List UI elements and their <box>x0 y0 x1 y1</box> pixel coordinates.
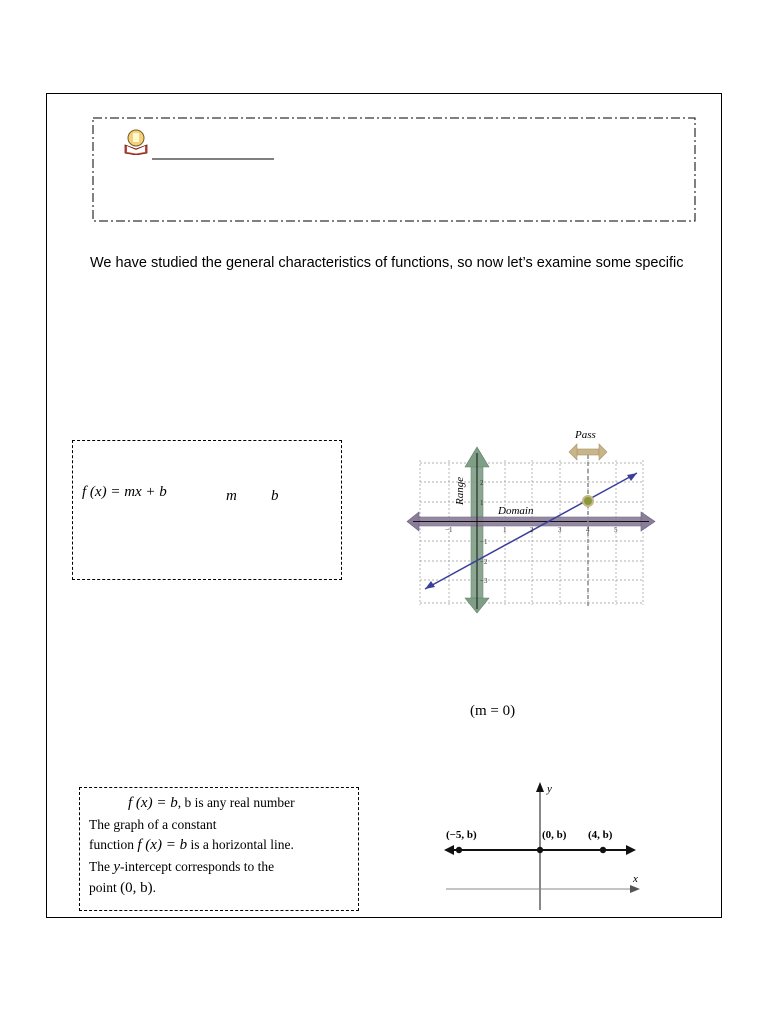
constant-graph <box>440 778 650 913</box>
line3-y: y <box>113 859 121 875</box>
x-tick: 3 <box>558 526 562 534</box>
line4-suffix: . <box>152 880 157 895</box>
linear-function-box <box>72 440 342 580</box>
y-axis-arrow <box>536 782 544 792</box>
line3-prefix: The <box>89 859 114 874</box>
intro-paragraph: We have studied the general characteristics of functions, so now let’s examine some specific <box>90 255 684 271</box>
linear-graph <box>405 425 660 615</box>
line2-formula: f (x) = b <box>137 837 188 853</box>
constant-text-line2 <box>89 837 294 854</box>
point-right-label: (4, b) <box>588 829 613 841</box>
constant-formula: f (x) = b <box>128 795 178 811</box>
intersection-dot <box>583 496 593 506</box>
pass-label: Pass <box>575 429 596 441</box>
lightbulb-book-icon <box>122 127 150 155</box>
line-arrow-right <box>627 473 637 481</box>
header-box <box>90 115 700 225</box>
x-tick: 2 <box>530 526 534 534</box>
domain-label: Domain <box>498 505 534 517</box>
line4-point: (0, b) <box>120 880 153 896</box>
point-left <box>456 847 462 853</box>
constant-text-line1: The graph of a constant <box>89 817 217 832</box>
y-tick: −3 <box>480 577 488 585</box>
linear-formula: f (x) = mx + b <box>82 484 167 500</box>
point-mid-label: (0, b) <box>542 829 567 841</box>
point-mid <box>537 847 543 853</box>
x-tick: −1 <box>445 526 453 534</box>
y-tick: −1 <box>480 538 488 546</box>
y-axis-label: y <box>547 783 552 795</box>
x-axis-arrow <box>630 885 640 893</box>
y-tick: 2 <box>480 479 484 487</box>
line3-intercept: -intercept <box>120 859 172 874</box>
constant-text-line4 <box>89 880 156 897</box>
slope-zero-label: (m = 0) <box>470 703 516 719</box>
x-tick: 4 <box>586 526 590 534</box>
intercept-variable: b <box>271 488 279 504</box>
range-label: Range <box>454 476 466 505</box>
constant-formula-suffix: , b is any real number <box>177 795 295 810</box>
line-arrow-left <box>444 845 454 855</box>
line-arrow-left <box>425 581 435 589</box>
slope-variable: m <box>226 488 237 504</box>
x-tick: 5 <box>614 526 618 534</box>
line2-suffix: is a horizontal line. <box>187 837 294 852</box>
line-arrow-right <box>626 845 636 855</box>
point-right <box>600 847 606 853</box>
line3-suffix: corresponds to the <box>171 859 275 874</box>
line4-prefix: point <box>89 880 121 895</box>
constant-text-line3 <box>89 859 274 876</box>
line2-prefix: function <box>89 837 138 852</box>
y-tick: 1 <box>480 499 484 507</box>
x-tick: 1 <box>503 526 507 534</box>
point-left-label: (−5, b) <box>446 829 477 841</box>
x-axis-label: x <box>633 873 638 885</box>
y-tick: −2 <box>480 558 488 566</box>
constant-formula-line <box>128 795 295 812</box>
